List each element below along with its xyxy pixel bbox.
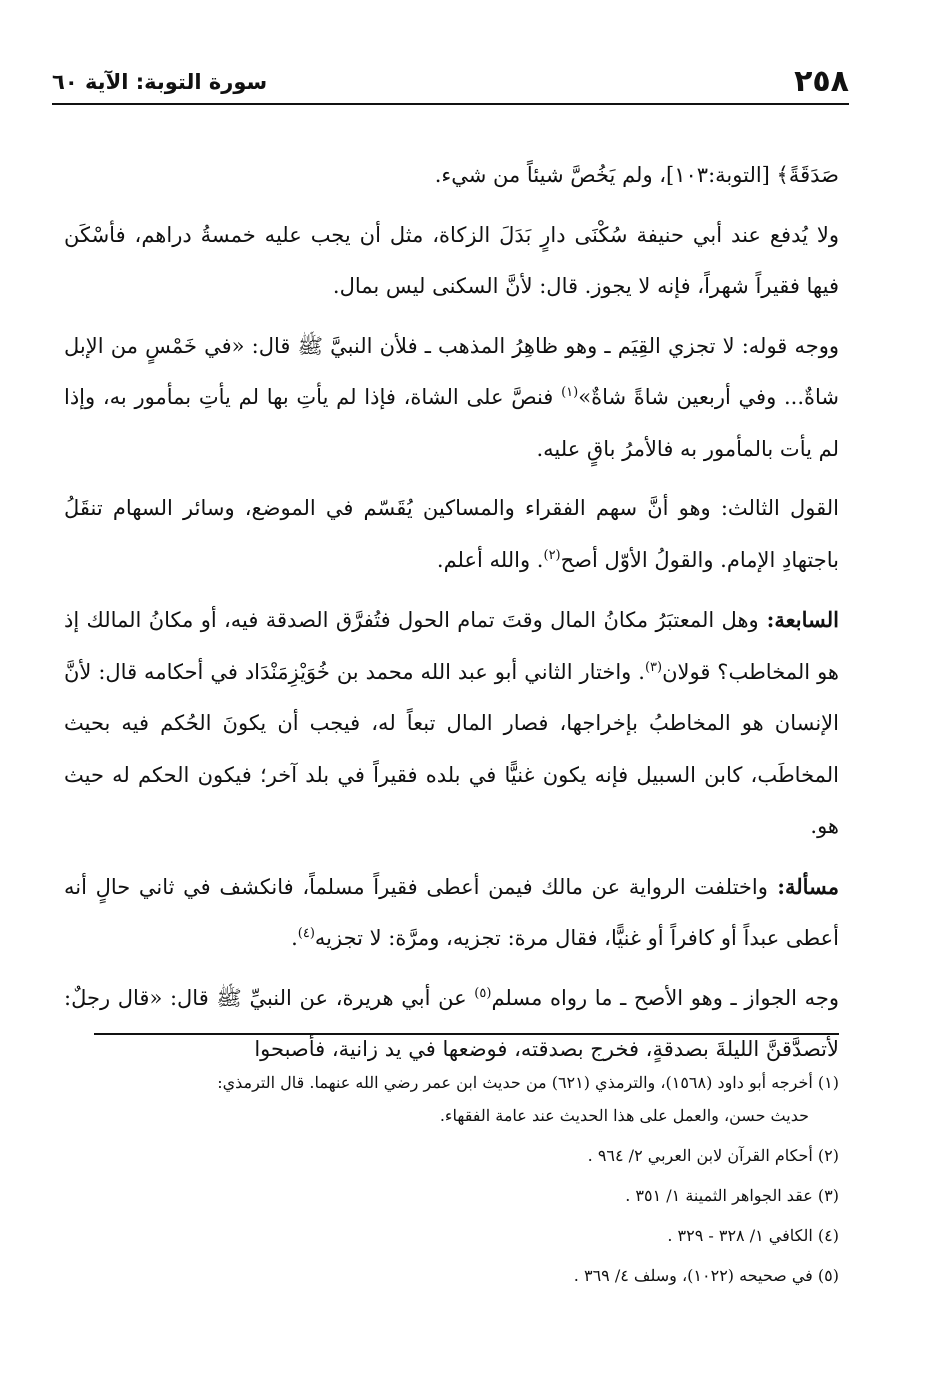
paragraph-text: . واختار الثاني أبو عبد الله محمد بن خُوَيْزِمَنْدَاد في أحكامه قال: لأنَّ الإنسان هو المخاطبُ بإخراجها، فصار المال تبعاً له، فيجب أن يكونَ الحُكم فيه بحيث المخاطَب، كابن السبيل فإنه يكون غنيًّا في بلده فقيراً في بلد آخر؛ فيكون الحكم له حيث هو. (64, 659, 839, 838)
paragraph-text: واختلفت الرواية عن مالك فيمن أعطى فقيراً مسلماً، فانكشف في ثاني حالٍ أنه أعطى عبداً أو كافراً أو غنيًّا، فقال مرة: تجزيه، ومرَّة: لا تجزيه (64, 874, 839, 950)
footnote (64, 1179, 839, 1212)
footnote-text: في صحيحه (١٠٢٢)، وسلف ٤/ ٣٦٩ . (573, 1266, 813, 1285)
paragraph-text: ووجه قوله: لا تجزي القِيَم ـ وهو ظاهِرُ المذهب ـ فلأن النبيَّ ﷺ قال: «في خَمْسٍ من الإبل شاةٌ... وفي أربعين شاةً شاةٌ» (64, 333, 839, 409)
paragraph-text: فنصَّ على الشاة، فإذا لم يأتِ بها لم يأتِ بمأمور به، وإذا لم يأت بالمأمور به فالأمرُ باقٍ عليه. (64, 385, 839, 461)
paragraph (64, 321, 839, 476)
paragraph (64, 861, 839, 965)
paragraph-lead: السابعة: (758, 607, 839, 632)
paragraph-text: ولا يُدفع عند أبي حنيفة سُكْنَى دارٍ بَدَلَ الزكاة، مثل أن يجب عليه خمسةُ دراهم، فأسْكَن فيها فقيراً شهراً، فإنه لا يجوز. قال: لأنَّ السكنى ليس بمال. (64, 222, 839, 298)
main-text (64, 150, 839, 1084)
footnote-text: الكافي ١/ ٣٢٨ - ٣٢٩ . (667, 1226, 813, 1245)
footnote-number: (٤) (812, 1226, 839, 1245)
footnote (64, 1066, 839, 1132)
footnote-marker[interactable]: (٢) (543, 547, 561, 563)
page-header (52, 62, 849, 102)
paragraph-text: وجه الجواز ـ وهو الأصح ـ ما رواه مسلم (491, 985, 840, 1010)
footnote-text: عقد الجواهر الثمينة ١/ ٣٥١ . (625, 1186, 813, 1205)
paragraph (64, 150, 839, 202)
paragraph-text: القول الثالث: وهو أنَّ سهم الفقراء والمساكين يُقَسّم في الموضع، وسائر السهام تنقَلُ باجتهادِ الإمام. والقولُ الأوّل أصح (64, 496, 839, 572)
footnote-number: (٢) (812, 1146, 839, 1165)
footnote (64, 1219, 839, 1252)
paragraph (64, 594, 839, 853)
footnote-text: أحكام القرآن لابن العربي ٢/ ٩٦٤ . (587, 1146, 813, 1165)
footnote-text: أخرجه أبو داود (١٥٦٨)، والترمذي (٦٢١) من حديث ابن عمر رضي الله عنهما. قال الترمذي: (217, 1073, 813, 1092)
page-number: ٢٥٨ (794, 64, 849, 99)
footnote-divider (94, 1033, 839, 1035)
paragraph (64, 973, 839, 1076)
footnote (64, 1259, 839, 1292)
paragraph-lead: مسألة: (767, 873, 839, 899)
footnote-number: (١) (812, 1073, 839, 1092)
paragraph-text: . (291, 926, 298, 950)
paragraph (64, 210, 839, 313)
footnotes (64, 1066, 839, 1299)
footnote-marker[interactable]: (٥) (474, 985, 492, 1001)
header-divider (52, 103, 849, 105)
footnote-marker[interactable]: (٣) (644, 659, 663, 675)
footnote-marker[interactable]: (١) (561, 385, 579, 400)
footnote-continuation: حديث حسن، والعمل على هذا الحديث عند عامة الفقهاء. (439, 1106, 809, 1125)
running-title: سورة التوبة: الآية ٦٠ (52, 70, 268, 94)
footnote-number: (٥) (812, 1266, 839, 1285)
footnote (64, 1139, 839, 1172)
paragraph-text: عن أبي هريرة، عن النبيِّ ﷺ قال: «قال رجلٌ: لأتصدَّقنَّ الليلةَ بصدقةٍ، فخرج بصدقته، فوضعها في يد زانية، فأصبحوا (64, 985, 839, 1061)
footnote-number: (٣) (812, 1186, 839, 1205)
paragraph-text: صَدَقَةً﴾ [التوبة:١٠٣]، ولم يَخُصَّ شيئاً من شيء. (434, 163, 839, 187)
footnote-marker[interactable]: (٤) (297, 926, 315, 941)
paragraph-text: وهل المعتبَرُ مكانُ المال وقتَ تمام الحول فتُفرَّق الصدقة فيه، أو مكانُ المالك إذ هو المخاطب؟ قولان (64, 608, 839, 684)
paragraph (64, 483, 839, 586)
paragraph-text: . والله أعلم. (436, 547, 544, 572)
